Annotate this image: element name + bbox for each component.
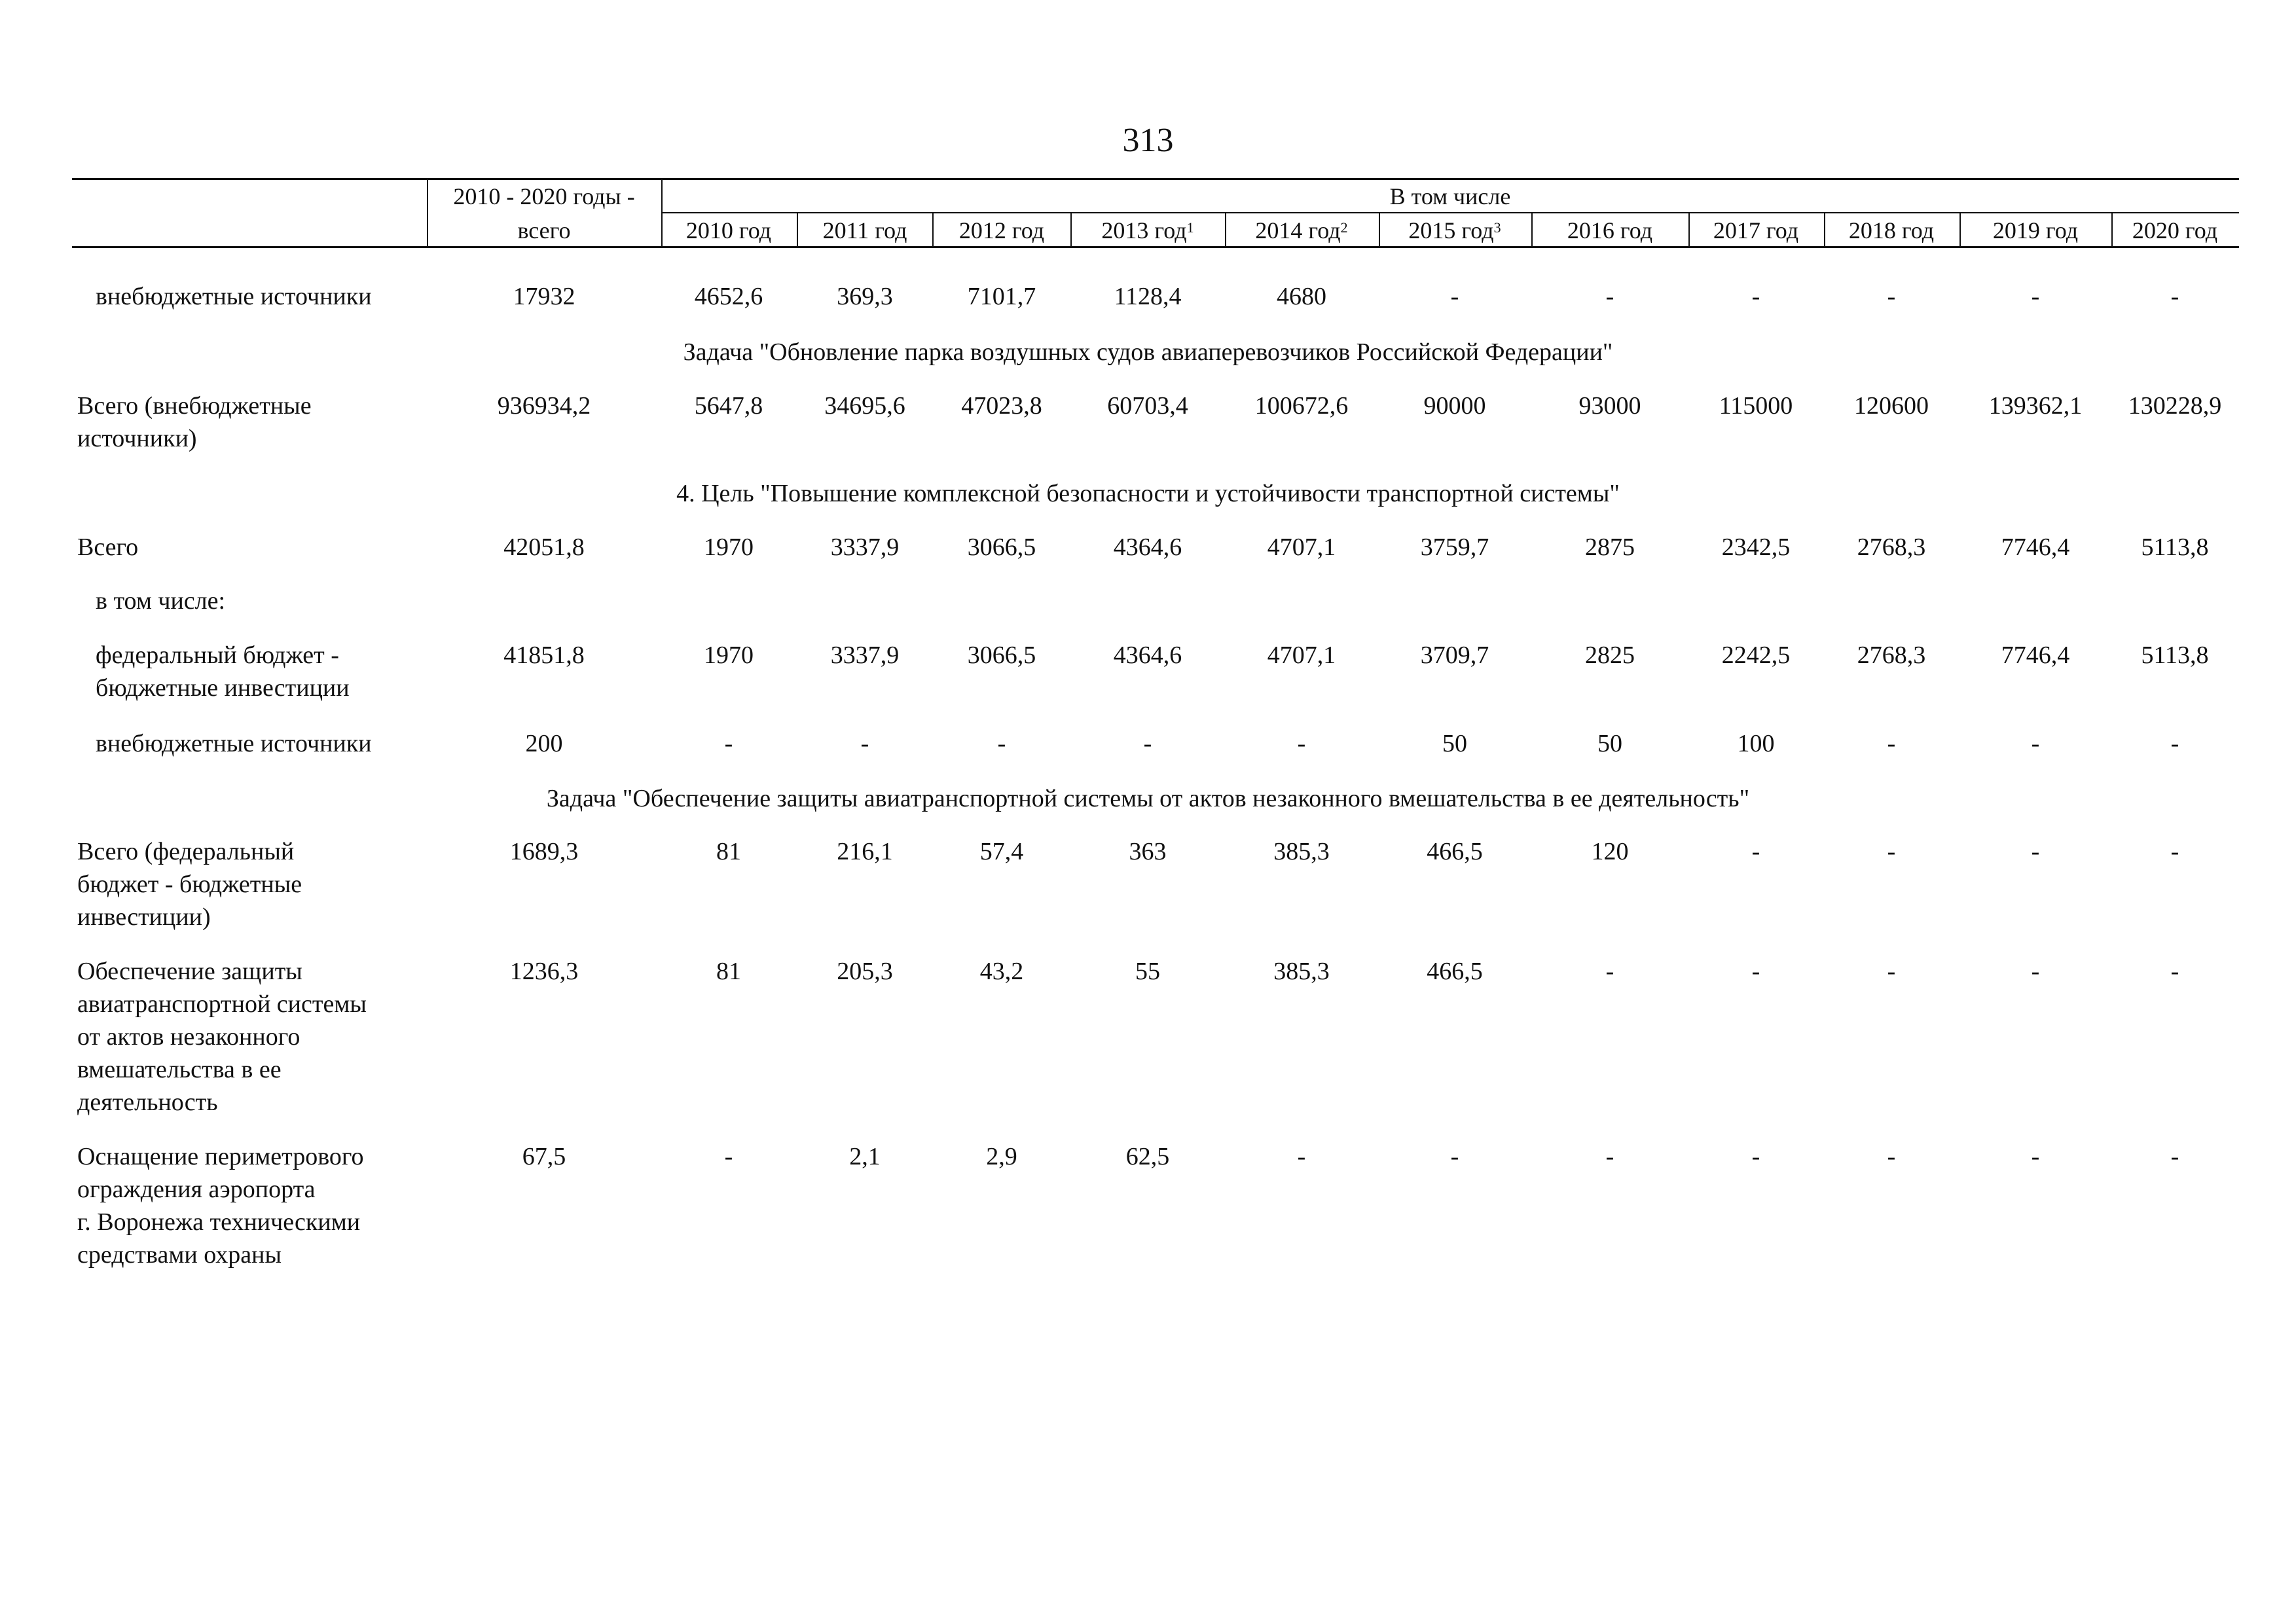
year-value-cell: 1970	[704, 641, 754, 669]
year-value-cell: -	[1751, 838, 1760, 865]
year-value-cell: 2825	[1585, 641, 1635, 669]
year-value-cell: 2768,3	[1857, 641, 1926, 669]
year-header: 2014 год$^2$	[1255, 217, 1348, 244]
row-label: внебюджетные источники	[96, 730, 372, 757]
year-value-cell: 2875	[1585, 533, 1635, 561]
row-label: Всего	[77, 533, 139, 561]
total-cell: 1689,3	[509, 838, 579, 865]
year-value-cell: 3066,5	[967, 641, 1036, 669]
page-number: 313	[1122, 122, 1174, 159]
year-value-cell: -	[2031, 283, 2040, 310]
year-value-cell: 369,3	[837, 283, 893, 310]
year-value-cell: 3337,9	[830, 641, 900, 669]
year-col-border	[1959, 213, 1961, 247]
year-value-cell: 216,1	[837, 838, 893, 865]
year-value-cell: 50	[1597, 730, 1622, 757]
including-rule	[663, 212, 2239, 213]
year-value-cell: 130228,9	[2128, 392, 2222, 420]
year-value-cell: -	[2170, 283, 2179, 310]
year-value-cell: -	[860, 730, 869, 757]
row-label: Обеспечение защиты авиатранспортной системы от актов незаконного вмешательства в ее деятельность	[77, 958, 367, 1116]
year-value-cell: -	[724, 730, 733, 757]
year-value-cell: 4364,6	[1113, 641, 1182, 669]
year-value-cell: 81	[716, 958, 741, 985]
year-value-cell: 4707,1	[1267, 533, 1336, 561]
year-value-cell: 62,5	[1125, 1143, 1170, 1170]
year-col-border	[1531, 213, 1533, 247]
year-value-cell: -	[1887, 958, 1896, 985]
year-value-cell: 1128,4	[1114, 283, 1182, 310]
year-value-cell: -	[1887, 1143, 1896, 1170]
row-label: внебюджетные источники	[96, 283, 372, 310]
year-value-cell: -	[1887, 283, 1896, 310]
total-cell: 42051,8	[503, 533, 585, 561]
row-label: в том числе:	[96, 587, 226, 615]
year-value-cell: -	[1887, 838, 1896, 865]
total-col-left-border	[427, 178, 428, 247]
year-value-cell: 5113,8	[2141, 641, 2209, 669]
year-value-cell: 4680	[1277, 283, 1326, 310]
year-value-cell: 4707,1	[1267, 641, 1336, 669]
year-value-cell: -	[724, 1143, 733, 1170]
year-value-cell: 115000	[1719, 392, 1793, 420]
year-value-cell: 90000	[1423, 392, 1486, 420]
year-value-cell: -	[2031, 958, 2040, 985]
year-value-cell: -	[1605, 1143, 1614, 1170]
year-value-cell: -	[1751, 1143, 1760, 1170]
year-col-border	[932, 213, 934, 247]
year-value-cell: -	[1450, 1143, 1459, 1170]
year-value-cell: 205,3	[837, 958, 893, 985]
year-header: 2011 год	[822, 217, 907, 244]
total-col-header-line2: всего	[517, 217, 571, 244]
including-header: В том числе	[1389, 183, 1511, 209]
year-value-cell: 34695,6	[824, 392, 905, 420]
year-value-cell: 4652,6	[694, 283, 763, 310]
year-col-border	[1688, 213, 1690, 247]
year-header: 2018 год	[1848, 217, 1935, 244]
year-value-cell: -	[1297, 730, 1306, 757]
row-label: Всего (федеральный бюджет - бюджетные инвестиции)	[77, 838, 302, 931]
year-value-cell: -	[1751, 958, 1760, 985]
year-value-cell: 4364,6	[1113, 533, 1182, 561]
year-value-cell: -	[2170, 958, 2179, 985]
year-value-cell: 2768,3	[1857, 533, 1926, 561]
row-label: Всего (внебюджетные источники)	[77, 392, 312, 452]
year-header: 2020 год	[2132, 217, 2218, 244]
year-value-cell: 466,5	[1427, 958, 1483, 985]
year-col-border	[797, 213, 798, 247]
year-value-cell: -	[2031, 730, 2040, 757]
total-cell: 41851,8	[503, 641, 585, 669]
year-value-cell: 81	[716, 838, 741, 865]
year-value-cell: 5113,8	[2141, 533, 2209, 561]
year-value-cell: 50	[1442, 730, 1467, 757]
year-value-cell: -	[1751, 283, 1760, 310]
year-value-cell: -	[1297, 1143, 1306, 1170]
year-col-border	[1070, 213, 1072, 247]
total-cell: 67,5	[522, 1143, 566, 1170]
year-header: 2019 год	[1992, 217, 2079, 244]
year-col-border	[2111, 213, 2113, 247]
year-header: 2012 год	[958, 217, 1045, 244]
year-header: 2010 год	[685, 217, 772, 244]
year-value-cell: 2,1	[849, 1143, 881, 1170]
total-col-header-line1: 2010 - 2020 годы -	[453, 183, 635, 209]
year-value-cell: 363	[1129, 838, 1167, 865]
total-cell: 200	[525, 730, 563, 757]
year-value-cell: 43,2	[979, 958, 1024, 985]
year-value-cell: -	[2170, 1143, 2179, 1170]
year-value-cell: -	[1605, 958, 1614, 985]
table-header-bottom-rule	[72, 246, 2239, 248]
year-value-cell: 93000	[1578, 392, 1641, 420]
year-value-cell: 7101,7	[967, 283, 1036, 310]
year-header: 2017 год	[1713, 217, 1799, 244]
total-col-right-border	[661, 178, 663, 247]
total-cell: 1236,3	[509, 958, 579, 985]
year-value-cell: -	[1450, 283, 1459, 310]
year-value-cell: 60703,4	[1107, 392, 1188, 420]
year-value-cell: 2242,5	[1721, 641, 1791, 669]
year-col-border	[1379, 213, 1380, 247]
year-value-cell: 2342,5	[1721, 533, 1791, 561]
year-value-cell: 385,3	[1273, 838, 1330, 865]
year-value-cell: -	[2170, 730, 2179, 757]
year-value-cell: 385,3	[1273, 958, 1330, 985]
year-value-cell: 139362,1	[1988, 392, 2083, 420]
year-value-cell: 466,5	[1427, 838, 1483, 865]
year-col-border	[1225, 213, 1226, 247]
year-value-cell: -	[2170, 838, 2179, 865]
year-value-cell: -	[1887, 730, 1896, 757]
year-value-cell: -	[2031, 838, 2040, 865]
year-header: 2016 год	[1567, 217, 1653, 244]
table-top-rule	[72, 178, 2239, 180]
total-cell: 936934,2	[497, 392, 591, 420]
year-value-cell: 100	[1737, 730, 1775, 757]
year-value-cell: 5647,8	[694, 392, 763, 420]
year-value-cell: 1970	[704, 533, 754, 561]
year-col-border	[1824, 213, 1825, 247]
row-label: федеральный бюджет - бюджетные инвестиции	[96, 641, 350, 702]
year-value-cell: 120600	[1854, 392, 1929, 420]
year-value-cell: 47023,8	[961, 392, 1042, 420]
total-cell: 17932	[513, 283, 575, 310]
year-value-cell: 7746,4	[2001, 641, 2070, 669]
year-value-cell: 3759,7	[1420, 533, 1489, 561]
year-value-cell: 3066,5	[967, 533, 1036, 561]
year-value-cell: 100672,6	[1254, 392, 1349, 420]
section-heading: Задача "Обновление парка воздушных судов авиаперевозчиков Российской Федерации"	[683, 338, 1613, 366]
year-header: 2013 год$^1$	[1101, 217, 1194, 244]
year-header: 2015 год$^3$	[1408, 217, 1501, 244]
year-value-cell: 120	[1591, 838, 1629, 865]
year-value-cell: 3709,7	[1420, 641, 1489, 669]
section-heading: 4. Цель "Повышение комплексной безопасности и устойчивости транспортной системы"	[676, 480, 1620, 507]
year-value-cell: -	[2031, 1143, 2040, 1170]
row-label: Оснащение периметрового ограждения аэропорта г. Воронежа техническими средствами охраны	[77, 1143, 364, 1269]
year-value-cell: 55	[1135, 958, 1160, 985]
year-value-cell: -	[997, 730, 1006, 757]
section-heading: Задача "Обеспечение защиты авиатранспортной системы от актов незаконного вмешательства в ее деятельность"	[546, 785, 1750, 812]
year-value-cell: 3337,9	[830, 533, 900, 561]
year-value-cell: 7746,4	[2001, 533, 2070, 561]
year-value-cell: 57,4	[979, 838, 1024, 865]
year-value-cell: -	[1605, 283, 1614, 310]
year-value-cell: 2,9	[986, 1143, 1017, 1170]
year-value-cell: -	[1143, 730, 1152, 757]
